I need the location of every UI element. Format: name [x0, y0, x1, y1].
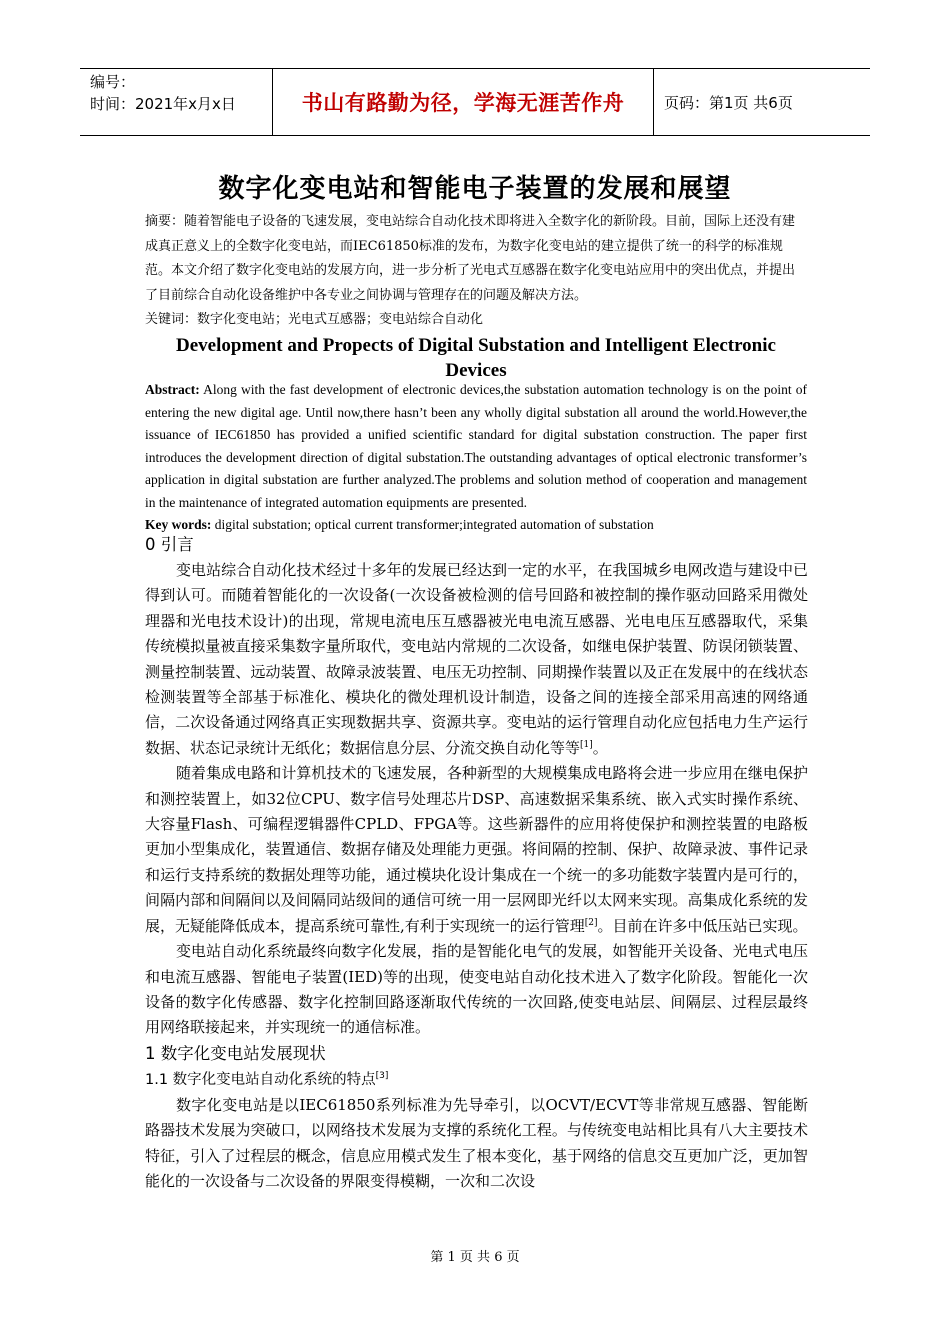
paragraph-3: 变电站自动化系统最终向数字化发展，指的是智能化电气的发展，如智能开关设备、光电式电压和电流互感器、智能电子装置(IED)等的出现，使变电站自动化技术进入了数字化阶段。智能化一次设备的数字化传感器、数字化控制回路逐渐取代传统的一次回路,使变电站层、间隔层、过程层最终用网络联接起来，并实现统一的通信标准。 — [145, 942, 808, 1037]
english-title: Development and Propects of Digital Substation and Intelligent Electronic Devices — [176, 335, 776, 381]
english-abstract-label: Abstract: — [145, 382, 200, 397]
citation-1: [1] — [580, 739, 593, 750]
header-table — [80, 68, 870, 136]
paragraph-2-text: 随着集成电路和计算机技术的飞速发展，各种新型的大规模集成电路将会进一步应用在继电保护和测控装置上，如32位CPU、数字信号处理芯片DSP、高速数据采集系统、嵌入式实时操作系统、大容量Flash、可编程逻辑器件CPLD、FPGA等。这些新器件的应用将使保护和测控装置的电路板更加小型集成化，装置通信、数据存储及处理能力更强。将间隔的控制、保护、故障录波、事件记录和运行支持系统的数据处理等功能，通过模块化设计集成在一个统一的多功能数字装置内是可行的，间隔内部和间隔间以及间隔同站级间的通信可统一用一层网即光纤以太网来实现。高集成化系统的发展，无疑能降低成本，提高系统可靠性,有利于实现统一的运行管理 — [145, 764, 808, 935]
page-footer: 第 1 页 共 6 页 — [430, 1250, 520, 1265]
document-title: 数字化变电站和智能电子装置的发展和展望 — [218, 174, 732, 204]
paragraph-1-end: 。 — [592, 738, 608, 757]
section-heading-0: 0 引言 — [145, 535, 194, 554]
header-page-label: 页码：第1页 共6页 — [664, 93, 793, 112]
paragraph-1-text: 变电站综合自动化技术经过十多年的发展已经达到一定的水平，在我国城乡电网改造与建设中已得到认可。而随着智能化的一次设备(一次设备被检测的信号回路和被控制的操作驱动回路采用微处理器和光电技术设计)的出现，常规电流电压互感器被光电电流互感器、光电电压互感器取代，采集传统模拟量被直接采集数字量所取代，变电站内常规的二次设备，如继电保护装置、防误闭锁装置、测量控制装置、远动装置、故障录波装置、电压无功控制、同期操作装置以及正在发展中的在线状态检测装置等全部基于标准化、模块化的微处理机设计制造，设备之间的连接全部采用高速的网络通信，二次设备通过网络真正实现数据共享、资源共享。变电站的运行管理自动化应包括电力生产运行数据、状态记录统计无纸化；数据信息分层、分流交换自动化等等 — [145, 561, 808, 757]
english-keywords-text: digital substation; optical current transformer;integrated automation of substation — [211, 517, 654, 532]
paragraph-2-end: 。目前在许多中低压站已实现。 — [597, 916, 808, 935]
paragraph-2 — [145, 761, 808, 939]
document-date-label: 时间：2021年x月x日 — [90, 95, 236, 113]
english-keywords-label: Key words: — [145, 517, 212, 532]
chinese-abstract-text: 摘要：随着智能电子设备的飞速发展，变电站综合自动化技术即将进入全数字化的新阶段。目前，国际上还没有建成真正意义上的全数字化变电站，而IEC61850标准的发布，为数字化变电站的建立提供了统一的科学的标准规范。本文介绍了数字化变电站的发展方向，进一步分析了光电式互感器在数字化变电站应用中的突出优点，并提出了目前综合自动化设备维护中各专业之间协调与管理存在的问题及解决方法。 — [145, 214, 796, 303]
chinese-keywords: 关键词：数字化变电站；光电式互感器；变电站综合自动化 — [145, 312, 484, 327]
subsection-heading-text: 1.1 数字化变电站自动化系统的特点 — [145, 1071, 376, 1088]
citation-3: [3] — [375, 1070, 389, 1081]
paragraph-1 — [145, 558, 808, 761]
section-heading-1: 1 数字化变电站发展现状 — [145, 1043, 326, 1063]
header-info-cell — [80, 69, 273, 135]
header-motto: 书山有路勤为径，学海无涯苦作舟 — [273, 69, 654, 135]
paragraph-4: 数字化变电站是以IEC61850系列标准为先导牵引，以OCVT/ECVT等非常规互感器、智能断路器技术发展为突破口，以网络技术发展为支撑的系统化工程。与传统变电站相比具有八大主要技术特征，引入了过程层的概念，信息应用模式发生了根本变化，基于网络的信息交互更加广泛，更加智能化的一次设备与二次设备的界限变得模糊，一次和二次设 — [145, 1095, 808, 1190]
chinese-abstract — [145, 210, 807, 333]
citation-2: [2] — [584, 917, 598, 928]
document-number-label: 编号： — [90, 73, 136, 91]
english-abstract — [145, 379, 807, 537]
main-body — [145, 532, 808, 1194]
subsection-heading-1-1 — [145, 1067, 808, 1093]
english-abstract-text: Along with the fast development of electronic devices,the substation automation technology is on the point of entering the new digital age. Until now,there hasn’t been any wholly digital substation all around the world.However,the issuance of IEC61850 has provided a unified scientific standard for digital substation construction. The paper first introduces the development direction of digital substation.The outstanding advantages of optical electronic transformer’s application in digital substation are further analyzed.The problems and solution method of cooperation and management in the maintenance of integrated automation equipments are presented. — [145, 382, 807, 510]
